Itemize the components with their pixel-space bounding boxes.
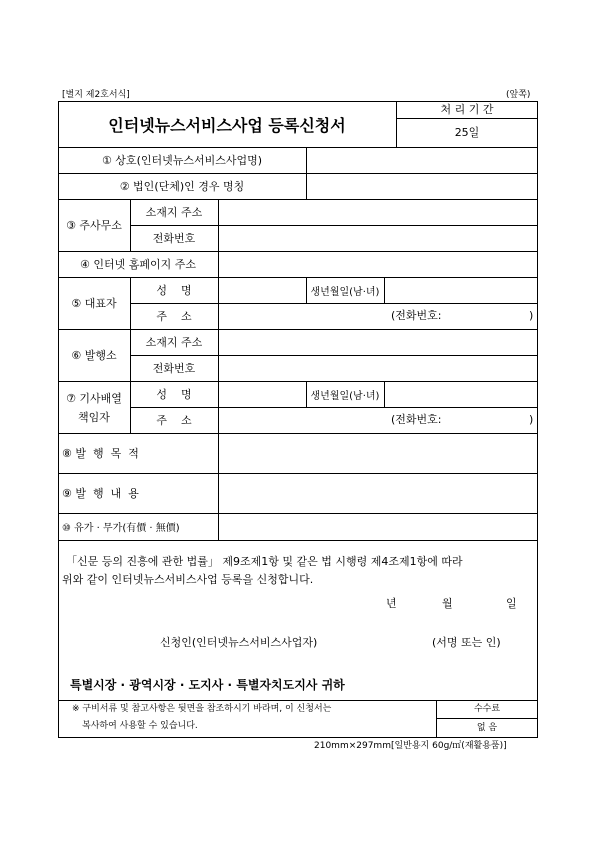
- editor-name-field[interactable]: [219, 382, 305, 406]
- purpose-field[interactable]: [219, 434, 537, 472]
- trade-name-label-cell: [58, 147, 306, 173]
- processing-period-label-cell: [396, 101, 538, 118]
- applicant-label: 신청인(인터넷뉴스서비스사업자): [160, 636, 318, 649]
- representative-address-label: 주 소: [156, 310, 192, 323]
- paid-free-label: ⑩ 유가 · 무가(有價 · 無價): [62, 523, 180, 534]
- main-office-address-label: 소재지 주소: [145, 206, 203, 219]
- editor-label-line2: 책임자: [78, 410, 110, 424]
- publishing-office-label: ⑥ 발행소: [71, 349, 117, 362]
- paid-free-label-cell: [62, 513, 218, 540]
- trade-name-label: ① 상호(인터넷뉴스서비스사업명): [101, 154, 263, 167]
- processing-period-value: 25일: [454, 126, 480, 139]
- editor-name-label-cell: [130, 381, 218, 407]
- representative-label: ⑤ 대표자: [71, 297, 117, 310]
- editor-address-field[interactable]: [219, 408, 537, 432]
- content-label: ⑨ 발 행 내 용: [62, 487, 139, 500]
- editor-birth-field[interactable]: [385, 382, 537, 406]
- statement-line-1: 「신문 등의 진흥에 관한 법률」 제9조제1항 및 같은 법 시행령 제4조제1항에 따라: [66, 555, 463, 568]
- date-month-label: 월: [442, 597, 453, 610]
- representative-phone-label: (전화번호:: [391, 309, 442, 322]
- main-office-phone-label-cell: [130, 225, 218, 251]
- main-office-address-label-cell: [130, 199, 218, 225]
- publishing-office-phone-label-cell: [130, 355, 218, 381]
- homepage-label: ④ 인터넷 홈페이지 주소: [80, 258, 196, 271]
- representative-birth-label: 생년월일(남·녀): [310, 286, 380, 298]
- main-office-phone-field[interactable]: [219, 226, 537, 250]
- addressee: 특별시장 · 광역시장 · 도지사 · 특별자치도지사 귀하: [70, 678, 345, 692]
- publishing-office-phone-field[interactable]: [219, 356, 537, 380]
- content-field[interactable]: [219, 474, 537, 512]
- publishing-office-address-field[interactable]: [219, 330, 537, 354]
- editor-label-cell: [58, 381, 130, 433]
- fee-label-cell: [436, 700, 538, 718]
- editor-label-line1: ⑦ 기사배열: [66, 391, 122, 405]
- corporation-name-label: ② 법인(단체)인 경우 명칭: [119, 180, 245, 193]
- main-office-address-field[interactable]: [219, 200, 537, 224]
- form-title: 인터넷뉴스서비스사업 등록신청서: [108, 115, 346, 135]
- fee-label: 수수료: [473, 703, 501, 714]
- editor-birth-label-cell: [306, 381, 384, 407]
- main-office-label: ③ 주사무소: [66, 219, 122, 232]
- fee-value: 없 음: [476, 722, 498, 733]
- purpose-label: ⑧ 발 행 목 적: [62, 447, 139, 460]
- content-label-cell: [62, 473, 218, 513]
- date-day-label: 일: [506, 597, 517, 610]
- statement-line-2: 위와 같이 인터넷뉴스서비스사업 등록을 신청합니다.: [62, 573, 314, 586]
- homepage-field[interactable]: [219, 252, 537, 276]
- representative-name-field[interactable]: [219, 278, 305, 302]
- notice-line-2: 복사하여 사용할 수 있습니다.: [82, 721, 198, 731]
- editor-name-label: 성 명: [156, 388, 192, 401]
- purpose-label-cell: [62, 433, 218, 473]
- representative-phone-close: ): [529, 309, 534, 322]
- corporation-name-label-cell: [58, 173, 306, 199]
- paper-spec-footer: 210mm×297mm[일반용지 60g/㎡(재활용품)]: [314, 741, 507, 751]
- corporation-name-field[interactable]: [307, 174, 537, 198]
- representative-birth-field[interactable]: [385, 278, 537, 302]
- signature-label: (서명 또는 인): [432, 636, 501, 649]
- editor-birth-label: 생년월일(남·녀): [310, 390, 380, 402]
- trade-name-field[interactable]: [307, 148, 537, 172]
- main-office-label-cell: [58, 199, 130, 251]
- page-side-label: (앞쪽): [506, 90, 531, 100]
- form-title-cell: [58, 101, 396, 147]
- publishing-office-address-label-cell: [130, 329, 218, 355]
- form-number: [별지 제2호서식]: [62, 90, 130, 100]
- editor-address-label-cell: [130, 407, 218, 433]
- fee-value-cell: [436, 718, 538, 738]
- publishing-office-address-label: 소재지 주소: [145, 336, 203, 349]
- homepage-label-cell: [58, 251, 218, 277]
- paid-free-field[interactable]: [219, 514, 537, 539]
- processing-period-label: 처 리 기 간: [440, 103, 494, 116]
- representative-birth-label-cell: [306, 277, 384, 303]
- date-year-label: 년: [386, 597, 397, 610]
- representative-name-label-cell: [130, 277, 218, 303]
- representative-label-cell: [58, 277, 130, 329]
- editor-phone-close: ): [529, 413, 534, 426]
- publishing-office-phone-label: 전화번호: [152, 362, 196, 375]
- notice-line-1: ※ 구비서류 및 참고사항은 뒷면을 참조하시기 바라며, 이 신청서는: [72, 704, 332, 714]
- main-office-phone-label: 전화번호: [152, 232, 196, 245]
- publishing-office-label-cell: [58, 329, 130, 381]
- representative-name-label: 성 명: [156, 284, 192, 297]
- editor-address-label: 주 소: [156, 414, 192, 427]
- representative-address-field[interactable]: [219, 304, 537, 328]
- representative-address-label-cell: [130, 303, 218, 329]
- editor-phone-label: (전화번호:: [391, 413, 442, 426]
- processing-period-value-cell: [396, 118, 538, 147]
